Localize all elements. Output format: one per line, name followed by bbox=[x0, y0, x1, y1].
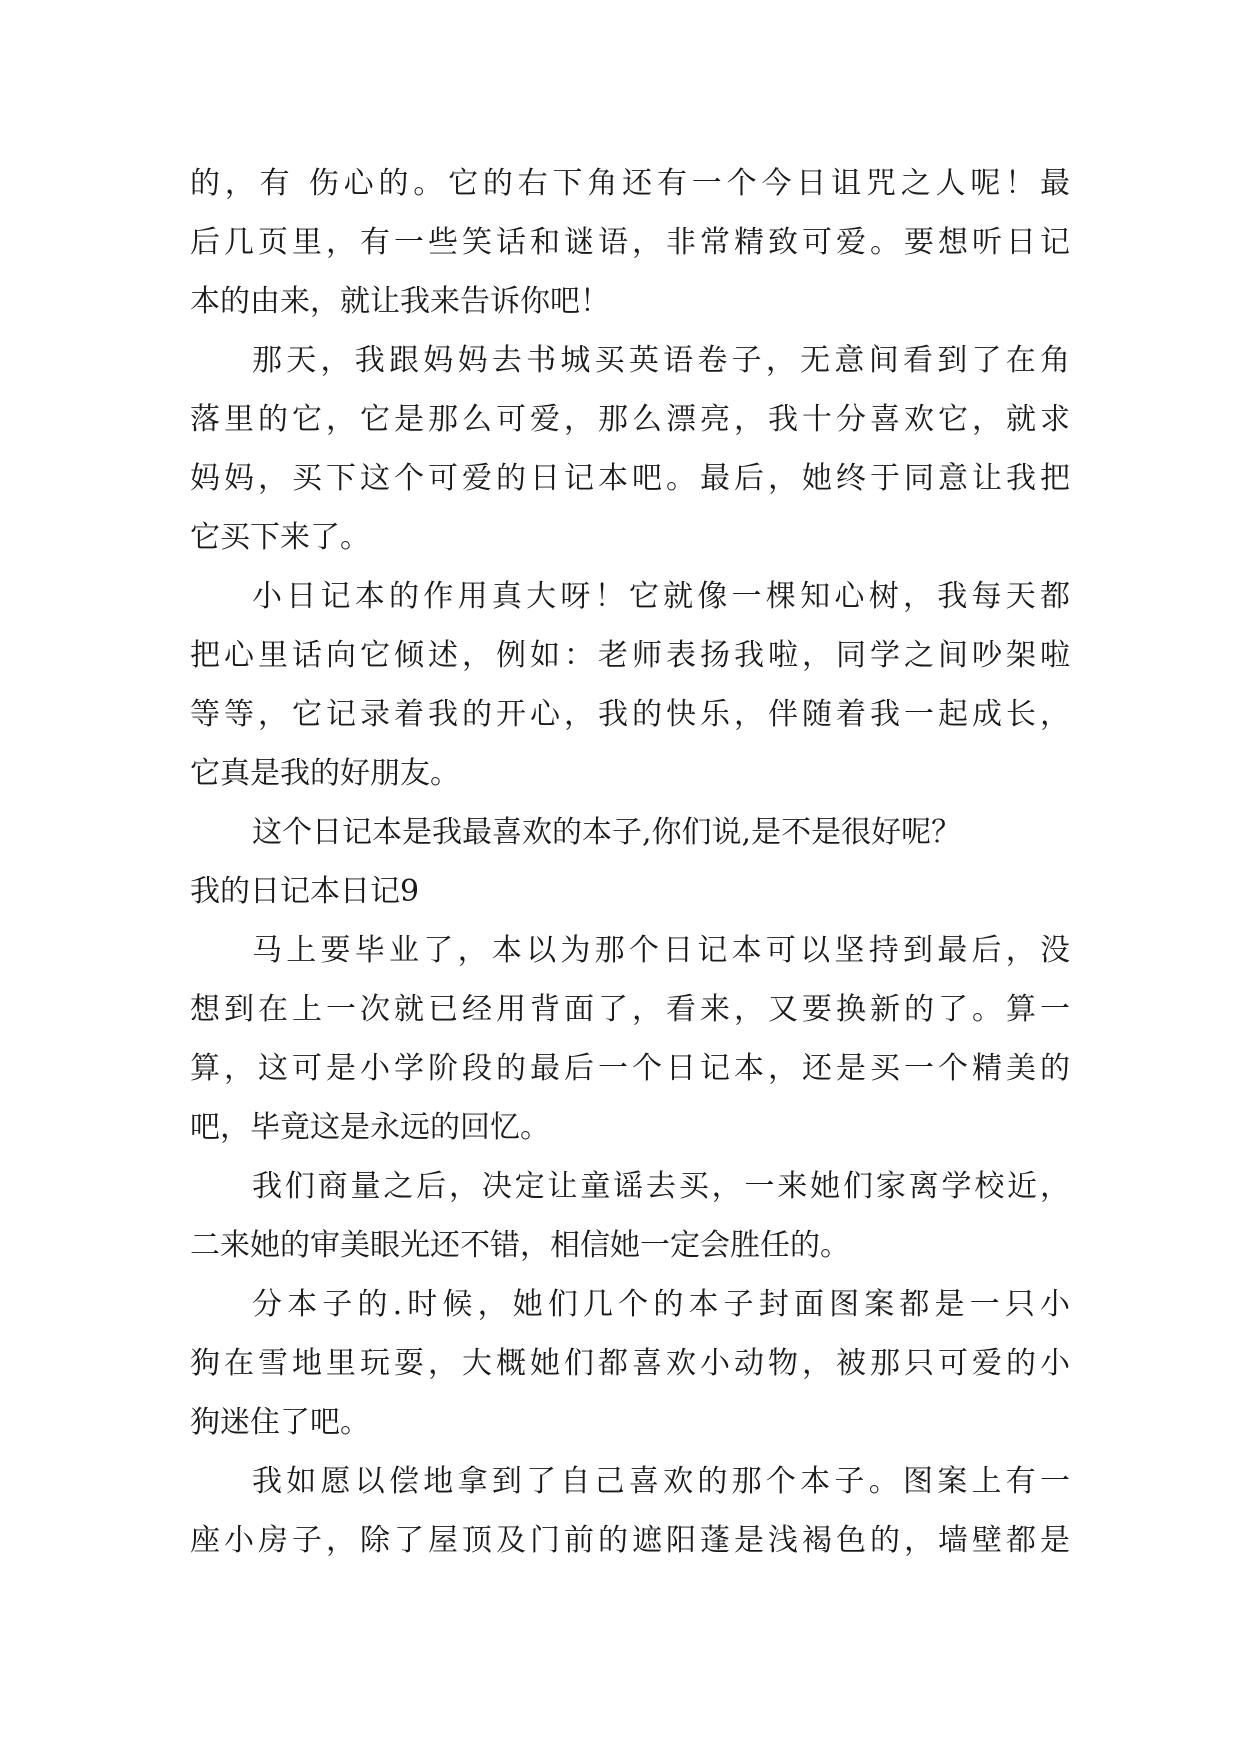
text-line: 马上要毕业了，本以为那个日记本可以坚持到最后，没 bbox=[252, 933, 1070, 968]
text-line: 本的由来，就让我来告诉你吧！ bbox=[190, 284, 610, 319]
text-line: 狗迷住了吧。 bbox=[190, 1405, 370, 1440]
text-line: 把心里话向它倾述，例如：老师表扬我啦，同学之间吵架啦 bbox=[190, 638, 1070, 673]
text-line: 后几页里，有一些笑话和谜语，非常精致可爱。要想听日记 bbox=[190, 225, 1070, 260]
text-line: 那天，我跟妈妈去书城买英语卷子，无意间看到了在角 bbox=[252, 343, 1070, 378]
section-heading: 我的日记本日记9 bbox=[190, 874, 420, 909]
document-body bbox=[190, 154, 1070, 1570]
text-line: 我如愿以偿地拿到了自己喜欢的那个本子。图案上有一 bbox=[252, 1464, 1070, 1499]
text-line: 座小房子，除了屋顶及门前的遮阳蓬是浅褐色的，墙壁都是 bbox=[190, 1523, 1070, 1558]
text-line: 等等，它记录着我的开心，我的快乐，伴随着我一起成长， bbox=[190, 697, 1070, 732]
text-line: 它真是我的好朋友。 bbox=[190, 756, 460, 791]
text-line: 二来她的审美眼光还不错，相信她一定会胜任的。 bbox=[190, 1228, 850, 1263]
text-line: 的，有 伤心的。它的右下角还有一个今日诅咒之人呢！最 bbox=[190, 166, 1070, 201]
text-line: 吧，毕竟这是永远的回忆。 bbox=[190, 1110, 550, 1145]
text-line: 我们商量之后，决定让童谣去买，一来她们家离学校近， bbox=[252, 1169, 1070, 1204]
text-line: 想到在上一次就已经用背面了，看来，又要换新的了。算一 bbox=[190, 992, 1070, 1027]
text-line: 算，这可是小学阶段的最后一个日记本，还是买一个精美的 bbox=[190, 1051, 1070, 1086]
text-line: 分本子的.时候，她们几个的本子封面图案都是一只小 bbox=[252, 1287, 1070, 1322]
text-line: 落里的它，它是那么可爱，那么漂亮，我十分喜欢它，就求 bbox=[190, 402, 1070, 437]
text-line: 这个日记本是我最喜欢的本子,你们说,是不是很好呢？ bbox=[252, 815, 962, 850]
text-line: 妈妈，买下这个可爱的日记本吧。最后，她终于同意让我把 bbox=[190, 461, 1070, 496]
text-line: 狗在雪地里玩耍，大概她们都喜欢小动物，被那只可爱的小 bbox=[190, 1346, 1070, 1381]
text-line: 小日记本的作用真大呀！它就像一棵知心树，我每天都 bbox=[252, 579, 1070, 614]
text-line: 它买下来了。 bbox=[190, 520, 370, 555]
